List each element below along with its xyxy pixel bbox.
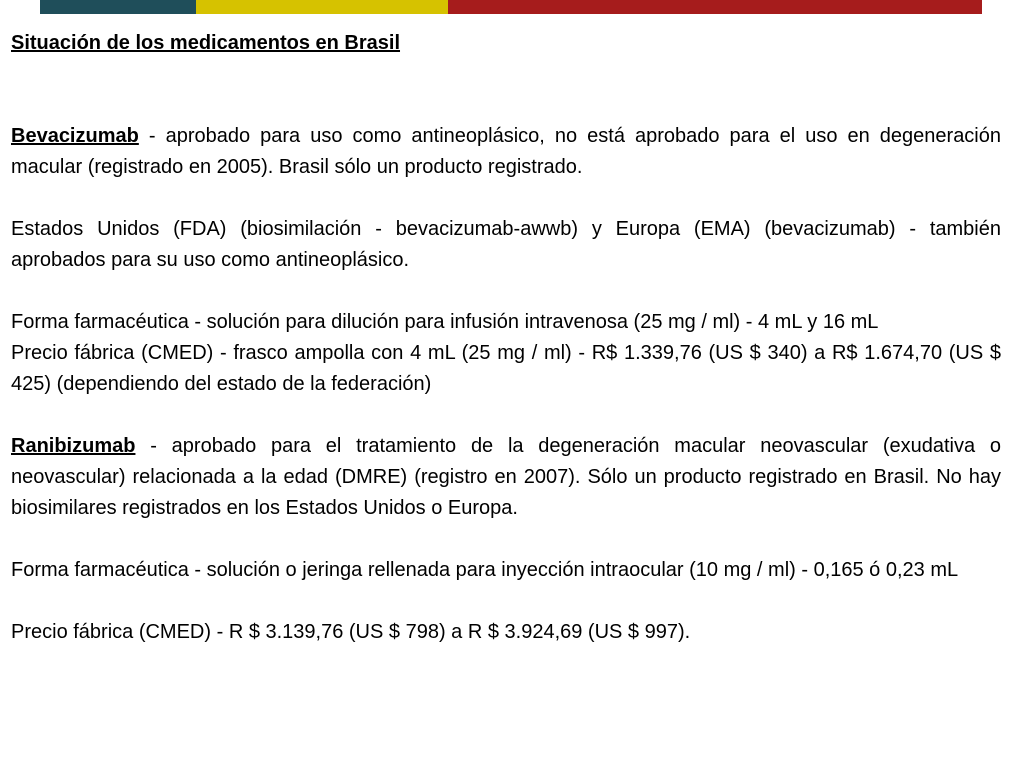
bevacizumab-usa-europe-paragraph: Estados Unidos (FDA) (biosimilación - bevacizumab-awwb) y Europa (EMA) (bevacizumab) - también aprobados para su uso como antineoplásico. — [11, 218, 1001, 271]
bevacizumab-forma-paragraph: Forma farmacéutica - solución para dilución para infusión intravenosa (25 mg / ml) - 4 mL y 16 mL — [11, 311, 879, 333]
bevacizumab-name: Bevacizumab — [11, 125, 139, 147]
slide-title: Situación de los medicamentos en Brasil — [11, 32, 401, 54]
spacer — [11, 400, 1001, 431]
header-bar-teal — [40, 0, 196, 14]
spacer — [11, 586, 1001, 617]
ranibizumab-name: Ranibizumab — [11, 435, 136, 457]
header-bar-yellow — [196, 0, 448, 14]
spacer — [11, 276, 1001, 307]
spacer — [11, 524, 1001, 555]
bevacizumab-precio-paragraph: Precio fábrica (CMED) - frasco ampolla con 4 mL (25 mg / ml) - R$ 1.339,76 (US $ 340) a R$ 1.674,70 (US $ 425) (dependiendo del estado de la federación) — [11, 342, 1001, 395]
ranibizumab-forma-paragraph: Forma farmacéutica - solución o jeringa rellenada para inyección intraocular (10 mg / ml) - 0,165 ó 0,23 mL — [11, 559, 959, 581]
ranibizumab-intro-paragraph — [11, 431, 1001, 524]
slide-content — [11, 28, 1001, 648]
ranibizumab-intro-text: - aprobado para el tratamiento de la degeneración macular neovascular (exudativa o neovascular) relacionada a la edad (DMRE) (registro en 2007). Sólo un producto registrado en Brasil. No hay biosimilares registrados en los Estados Unidos o Europa. — [11, 435, 1001, 519]
spacer — [11, 59, 1001, 121]
header-bar-red — [448, 0, 982, 14]
bevacizumab-intro-paragraph — [11, 121, 1001, 183]
ranibizumab-precio-paragraph: Precio fábrica (CMED) - R $ 3.139,76 (US $ 798) a R $ 3.924,69 (US $ 997). — [11, 621, 691, 643]
spacer — [11, 183, 1001, 214]
header-color-bar — [40, 0, 982, 14]
bevacizumab-intro-text: - aprobado para uso como antineoplásico, no está aprobado para el uso en degeneración macular (registrado en 2005). Brasil sólo un producto registrado. — [11, 125, 1001, 178]
